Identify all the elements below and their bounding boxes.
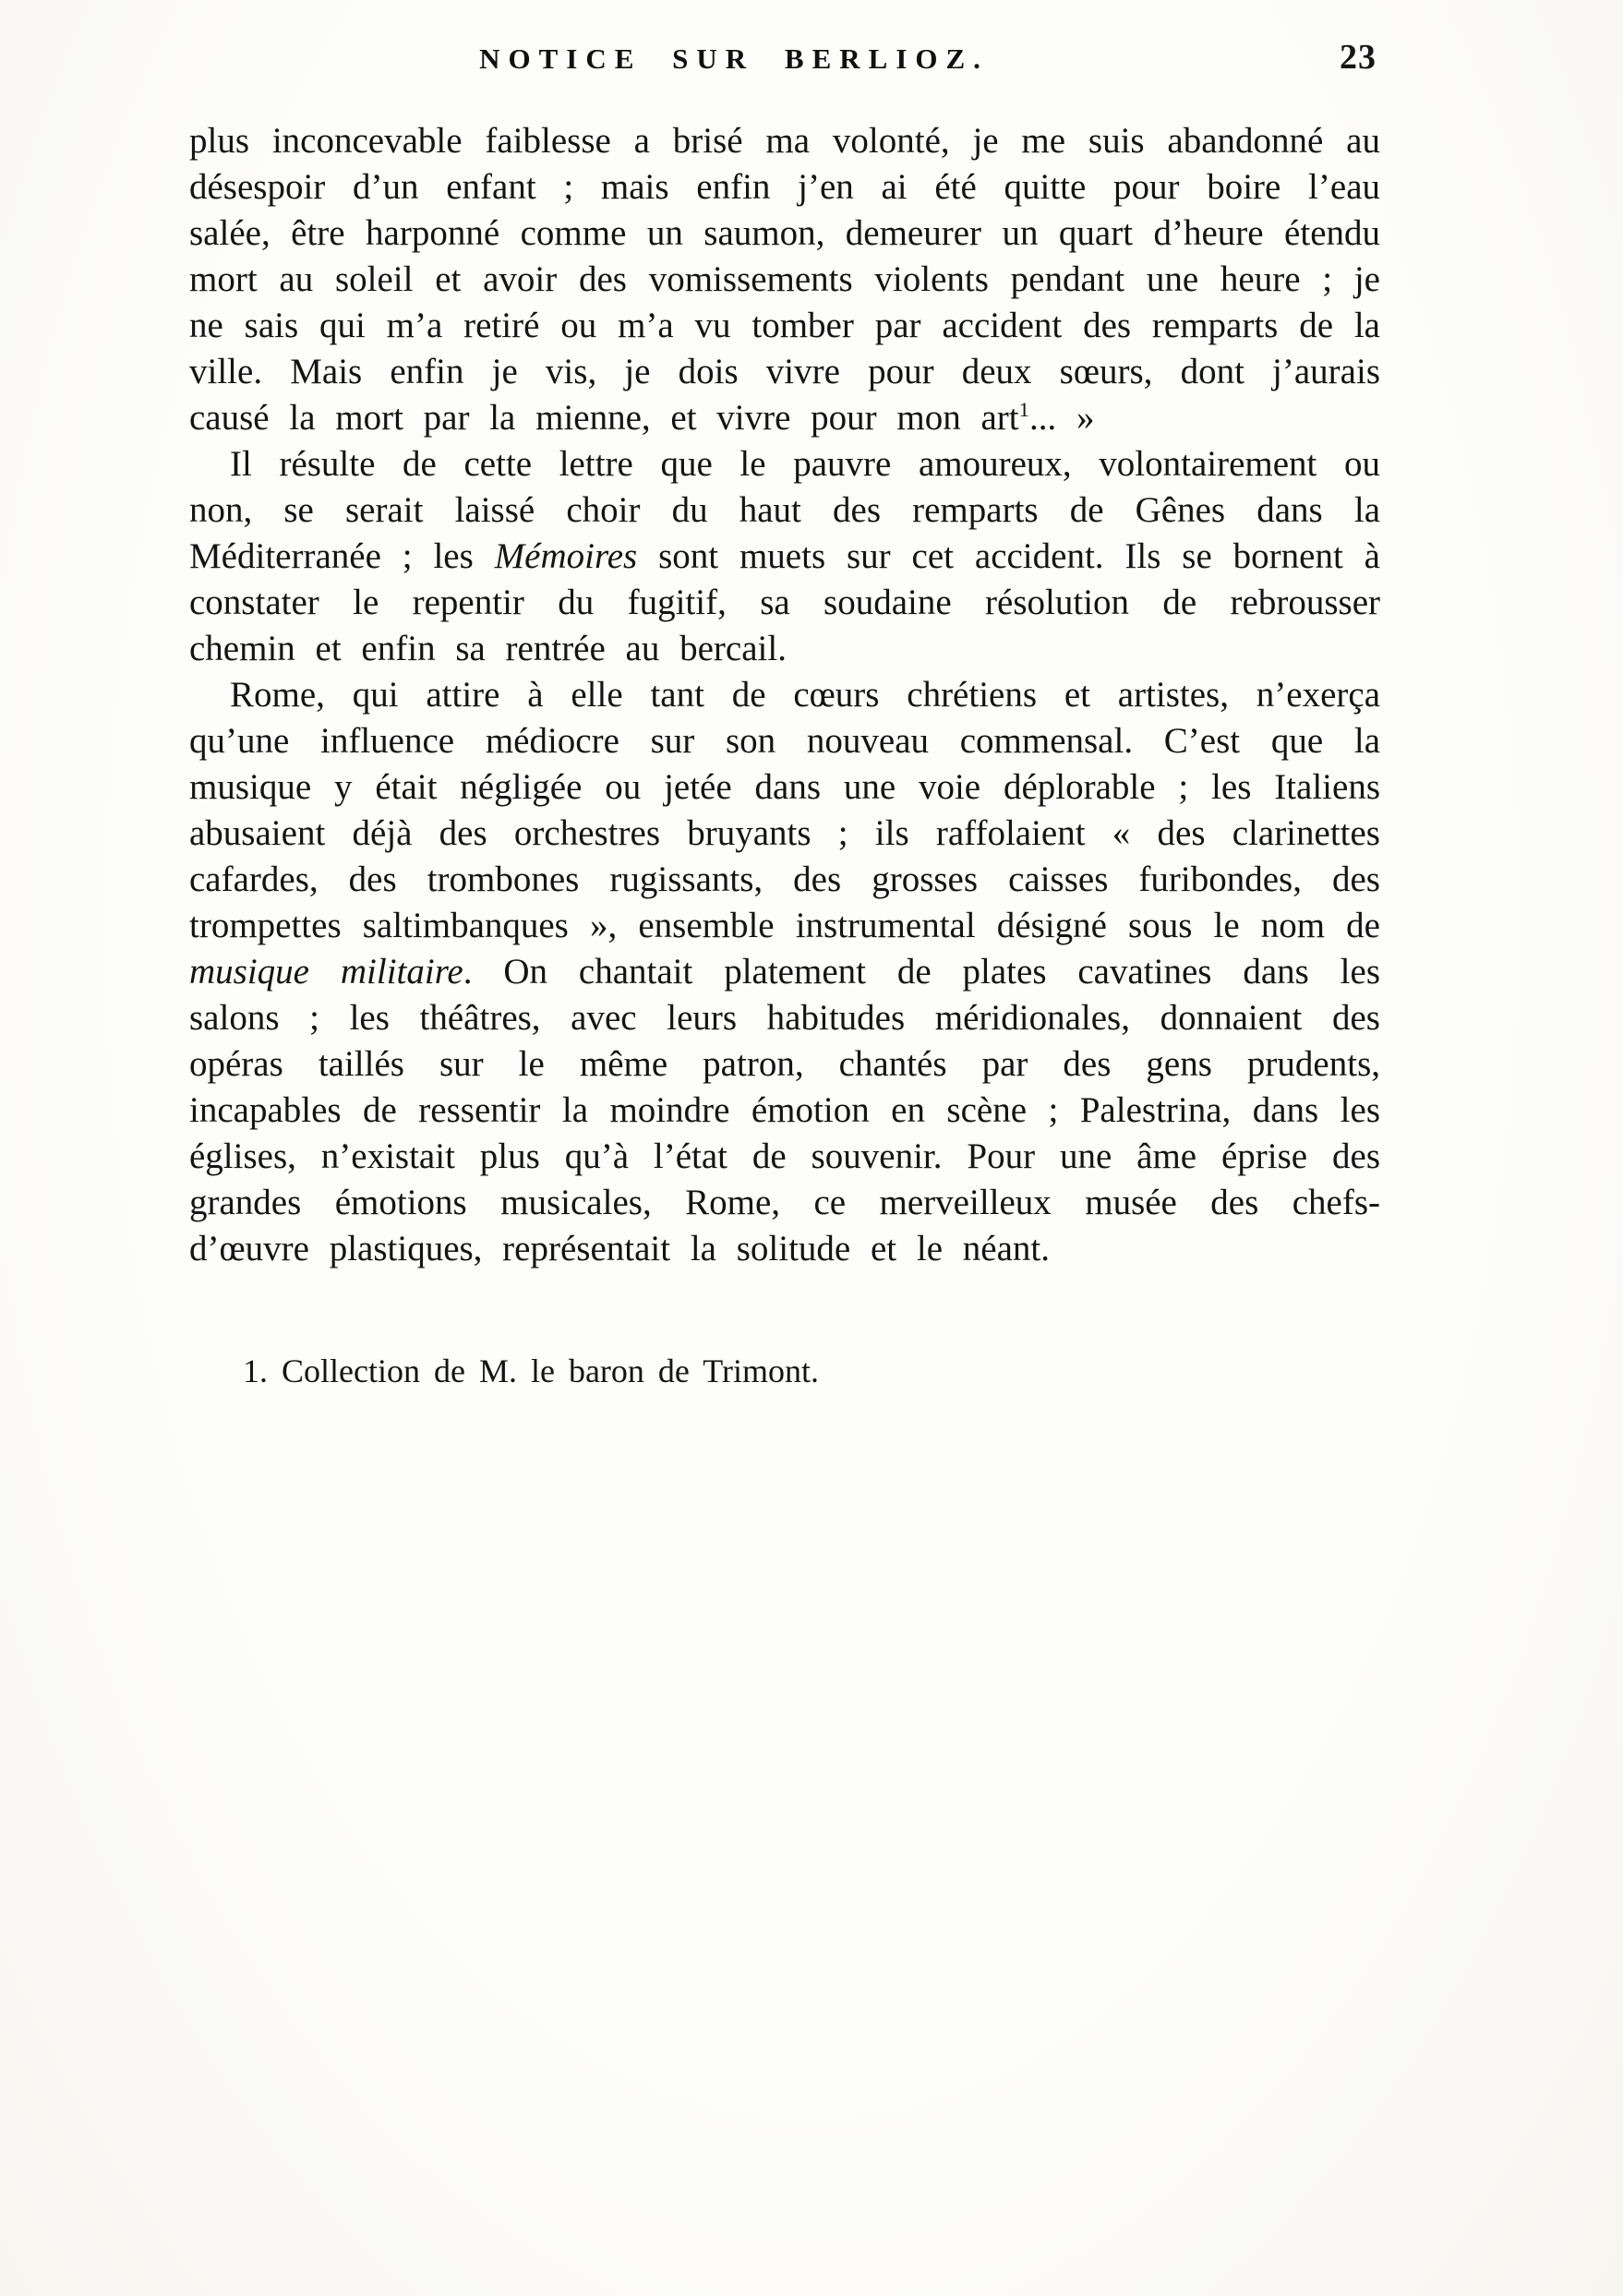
page-content	[189, 38, 1380, 1392]
text-segment: ... »	[1028, 398, 1095, 438]
body-text	[189, 118, 1380, 1272]
paragraph	[189, 441, 1380, 672]
footnote-reference: 1	[1018, 398, 1029, 421]
text-segment: . On chantait platement de plates cavatines dans les salons ; les théâtres, avec leurs habitudes méridionales, donnaient des opéras taillés sur le même patron, chantés par des gens prudents, incapables de ressentir la moindre émotion en scène ; Palestrina, dans les églises, n’existait plus qu’à l’état de souvenir. Pour une âme éprise des grandes émotions musicales, Rome, ce merveilleux musée des chefs-d’œuvre plastiques, représentait la solitude et le néant.	[189, 952, 1380, 1268]
text-segment: Il résulte de cette lettre que le pauvre amoureux, volontairement ou non, se serait laissé choir du haut des remparts de Gênes dans la Méditerranée ; les	[189, 444, 1380, 576]
text-segment: musique militaire	[189, 952, 463, 992]
paragraph	[189, 118, 1380, 441]
page-title: NOTICE SUR BERLIOZ.	[479, 42, 989, 75]
text-segment: sont muets sur cet accident. Ils se bornent à constater le repentir du fugitif, sa soudaine résolution de rebrousser chemin et enfin sa rentrée au bercail.	[189, 536, 1380, 668]
page-number: 23	[1340, 38, 1377, 77]
text-segment: Rome, qui attire à elle tant de cœurs chrétiens et artistes, n’exerça qu’une influence médiocre sur son nouveau commensal. C’est que la musique y était négligée ou jetée dans une voie déplorable ; les Italiens abusaient déjà des orchestres bruyants ; ils raffolaient « des clarinettes cafardes, des trombones rugissants, des grosses caisses furibondes, des trompettes saltimbanques », ensemble instrumental désigné sous le nom de	[189, 675, 1380, 945]
footnote: 1. Collection de M. le baron de Trimont.	[243, 1352, 819, 1389]
paragraph	[189, 672, 1380, 1272]
page-header	[189, 38, 1380, 94]
text-segment: Mémoires	[494, 536, 638, 576]
text-segment: plus inconcevable faiblesse a brisé ma volonté, je me suis abandonné au désespoir d’un enfant ; mais enfin j’en ai été quitte pour boire l’eau salée, être harponné comme un saumon, demeurer un quart d’heure étendu mort au soleil et avoir des vomissements violents pendant une heure ; je ne sais qui m’a retiré ou m’a vu tomber par accident des remparts de la ville. Mais enfin je vis, je dois vivre pour deux sœurs, dont j’aurais causé la mort par la mienne, et vivre pour mon art	[189, 121, 1380, 438]
